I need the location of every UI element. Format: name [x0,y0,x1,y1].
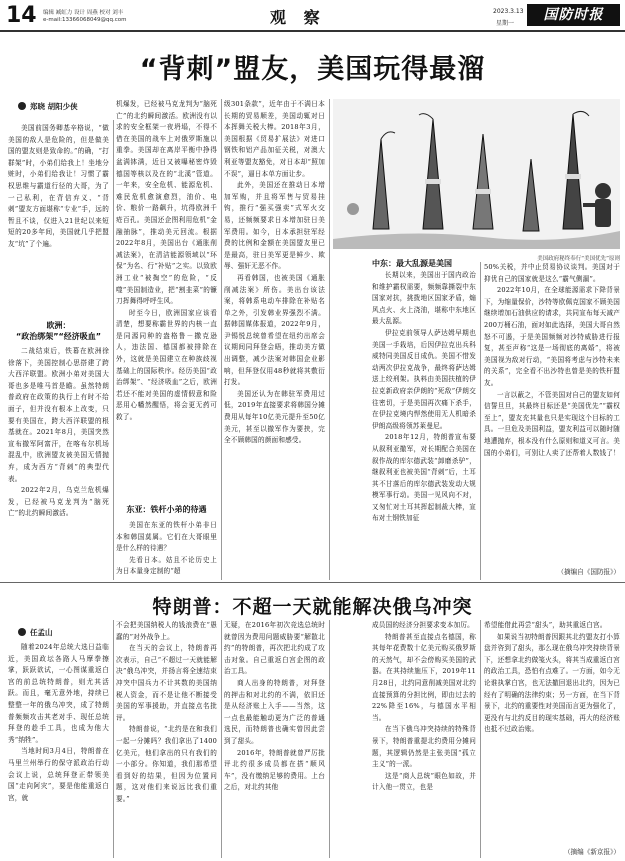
subheading-europe [8,320,109,342]
article-divider [0,582,625,583]
article1-column-4 [372,270,476,580]
article2-credit: （摘编《新京报》） [563,848,620,856]
paragraph: 当地时间3月4日，特朗普在马里兰州举行的保守派政治行动会议上说，总统拜登正带领美国“走向阿灾”，要是他能重返白宫，就 [8,747,109,802]
article1-byline: 郑晓 胡阳少侠 [30,102,78,111]
subheading-europe-line1: 欧洲： [46,321,71,330]
article2-column-2 [116,620,217,858]
paragraph: 一言以蔽之，不管美国对自己的盟友如何信誓旦旦，其最终目标还是“美国优先”“霸权至上”，盟友充其量也只是实现这个目标的工具。一旦危及美国利益，盟友利益可以随时随地遭抛弃，根本没有什么原则和道义可言。美国的小弟们，可别让人卖了还帮着人数钱了！ [484,390,620,457]
paragraph: 机爆发，已经被马克龙判为“脑死亡”的北约瞬间激活。欧洲没有以求的安全框架一夜坍塌，不得不借在美国的战车上对俄罗斯施以重拳。美国却在离岸平衡中挣得盆满钵满，近日又被曝秘密炸毁德国等核以及在的“北溪”管道。一年来，安全危机、能源危机、难民危机愈演愈烈，油价、电价、粮价一路飙升，坑得欧洲千疮百孔。美国还企图利用危机“金融抽脉”，推动美元回流。根据2022年8月，美国出台《通胀削减法案》，在清洁能源领域以“环保”为名、行“补贴”之实。以致欧洲工业“被掏空”的危险，“反噬”美国制造业，把“割韭菜”的镰刀挥舞得呼呼生风。 [116,100,217,306]
section-title: 观 察 [270,8,326,27]
article2-column-1 [8,642,109,858]
paragraph: 时至今日，欧洲国家应该看清楚，想要称霸世界的内核一直是同源同种的盎格鲁－撒克逊人，违法国、德国都被排除在外，这就是美国建立在种族歧视基础上的国际秩序。经历美国“政治绑架”、“经济吸血”之后，欧洲若还不能对美国的虚情假意和险恶用心幡然醒悟，将会更无药可救了。 [116,308,217,422]
column-divider [221,99,222,580]
paragraph: 随着2024年总统大选日益临近，美国政坛各路人马摩拳擦掌，跃跃欲试，一心图谋重返白宫的前总统特朗普，则尤其活跃。而且，毫无意外地，持续已整整一年的俄乌冲突，成了特朗普频频攻击其老对手、现任总统拜登的趁手工具，也成为他大秀“纳牲”。 [8,643,109,744]
column-divider [113,120,114,580]
paragraph: 2022年2月，乌克兰危机爆发，已经被马克龙判为“脑死亡”的北约瞬间激活。 [8,486,109,518]
column-divider [480,620,481,858]
paragraph: 在当下俄乌冲突持续的特殊背景下，特朗普重提北约费用分摊问题，其逻辑仍然是主张美国“孤立主义”的一派。 [372,725,476,769]
paragraph: 成员国的经济分担要求变本加厉。 [372,621,474,629]
paragraph: 2022年10月，在全球能源需求下降背景下，为缩量保价，沙特等欧佩克国家不顾美国继续增加石油供应的请求，共同宣布每天减产200万桶石油，面对如此选择，美国大哥自然怒不可遏，于是美国频频对沙特威胁进行报复，甚至声称“这是一场彻底的离婚”，将被美国视为敌对行动，“美国将考虑与沙特未来的关系”，完全看不出沙特也曾是美的铁杆盟友。 [484,286,620,387]
paragraph: 不会把美国纳税人的钱浪费在“愚蠢的”对外战争上。 [116,621,217,641]
paragraph: 无疑，在2016年初次竞选总统时就曾因为费用问题威胁要“解散北约”的特朗普，再次把北约成了攻击对象。自己重返白宫企图的政治工具。 [224,621,325,676]
article2-byline: 任孟山 [30,628,53,637]
header-rule [0,30,625,32]
paragraph: 二战结束后，铁幕在欧洲徐徐落下，美国控制心思搭建了跨大西洋联盟。欧洲小弟对美国大哥也多是唯马首是瞻。虽然特朗普政府在政策的执行上有时不给面子，但并没有根本上改变，只要有美国在，跨大西洋联盟的根基就在。2021年8月，美国突然宣布撤军阿富汗，在喀布尔机场混乱中，欧洲盟友被美国无情抛弃，成为西方“背刺”的典型代表。 [8,347,109,483]
illustration [333,99,620,249]
email-line: e-mail:13366068049@qq.com [43,17,127,23]
column-divider [329,620,330,858]
editor-line: 编辑 臧虹力 设计 周燕 校对 刘丰 [43,10,124,16]
page-number: 14 [6,3,37,28]
paragraph: 级301条款”，近年由于不满日本长期的贸易顺差，美国动辄对日本挥舞关税大棒。2018年3月，美国根据《贸易扩展法》对进口钢铁和铝产品加征关税，对澳大利亚等盟友豁免，对日本却“照加不误”，逼日本单方面让步。 [224,100,325,178]
image-caption: 美国政府秘终奉行“美国优先”原则 [537,256,620,262]
subheading-europe-line2: “政治绑架”“经济吸血” [15,332,102,341]
paragraph: 商人出身的特朗普，对拜登的押击和对北约的不满，依旧还是从经济账上入手——当然，这一点也最能触动更为广泛的普通选民，而特朗普也确实曾因此尝到了甜头。 [224,678,325,745]
byline-icon [18,102,26,110]
paragraph: 这是“商人总统”眼色如故，并计入他一贯立，也是 [372,771,476,792]
paragraph: 伊拉克前领导人萨达姆早期也美国一手栽培，后因伊拉克出兵科威特同美国反目成仇。美国不惜发动两次伊拉克战争，最终将萨达姆送上绞刑架。执料由美国扶植的伊拉克新政府亲伊朗的“死敌”伊朗交往密切，于是美国再次痛下杀手，在伊拉克境内悍然使用无人机暗杀伊朗高级将领苏莱曼尼。 [372,328,476,430]
paragraph: 在当天的会议上，特朗普再次表示，自己“不超过一天就能解决”俄乌冲突，并扬言将全速结束冲突中国兵力不计其数的美国纳税人资金，而不是让他不断接受美国的军事援助，并直接点名批评。 [116,644,217,722]
paragraph: 50%关税，并中止贸易协议谈判。美国对于抑优自己的国家就是这么“霸气侧漏”。 [484,263,620,283]
paragraph: 长期以来，美国出于国内政治和维护霸权需要，频频靠撕裂中东国家对抗，挑拨地区国家矛盾，煽风点火、火上浇油，堪称中东地区最大乱源。 [372,271,476,326]
paragraph: 特朗普甚至直接点名德国，称其每年花费数十亿美元购买俄罗斯的天然气，却不会傍购买美国的武器。在其持续施压下，2019年11月28日，北约同意削减美国对北约直接预算的分担比例，即由过去的22%降至16%，与德国水平相当。 [372,632,476,722]
paragraph: 再看韩国，也被美国《通胀削减法案》所伤。美出台该法案，将韩系电动车排除在补贴名单之外，引发韩业界强烈不满。据韩国媒体报道，2022年9月，尹锡悦总统曾希望在纽约出席会议期间同拜登会晤，推动美方做出调整，减少法案对韩国企业影响，但拜登仅用48秒就将其敷衍打发。 [224,273,325,387]
article1-column-3 [224,99,325,580]
paragraph: 美国在东亚的铁杆小弟非日本和韩国莫属。它们在大哥眼里是什么样的待遇？ [116,521,217,553]
subheading-east-asia: 东亚：铁杆小弟的待遇 [126,505,207,514]
paragraph: 2016年，特朗普就曾严厉批评北约很多成员都在搭“顺风车”，没有缴纳足够的费用。上台之后，对北约其他 [224,748,325,792]
paragraph: 如果说当初特朗普因跟其北约盟友打小算盘并咨到了甜头，那么现在俄乌冲突持续背景下，还想拿北约做笺火头，将其当成重返白宫的政治工具，恐怕有点难了。一方面，如今无论谁执掌白宫，也无法撤回退出北约，因为已经有了明确的法律约束；另一方面，在当下背景下，北约的重要性对美国而言更为强化了，更没有与北约反目的现实基础，再大的经济账也抵不过政治账。 [484,632,620,734]
subheading-middle-east: 中东：最大乱源是美国 [372,259,452,268]
byline-icon [18,628,26,636]
missile-cartoon-illustration [333,99,620,249]
masthead-logo-text: 国防时报 [543,7,604,23]
column-divider [113,620,114,858]
column-divider [221,620,222,858]
paragraph: 此外，美国还在推动日本增加军购，并且将军售与贸易挂钩，推行“强买强卖”式军火交易，还频频要求日本增加驻日美军费用。如今，日本承担驻军经费的比例和金额在美国盟友里已是最高，驻日美军更是鲜少、欺辱、强奸无恶不作。 [224,181,325,271]
paragraph: 美国前国务卿基辛格说，“做美国的敌人是危险的，但是做美国的盟友则是致命的。”的确，“打群架”时，小弟们给我上！坐地分赃时，小弟们给我让！习惯了霸权思维与霸道行径的大哥，为了一己私利，在背信弃义、“背刺”盟友方面堪称“专业”手，远的暂且不谈，仅进入21世纪以来短短的20多年间，美国就几乎把盟友“坑”了个遍。 [8,124,109,248]
article1-column-2b [116,520,217,580]
header-date: 2023.3.13 [493,8,524,15]
article1-column-5 [484,262,620,562]
article2-headline: 特朗普：不超一天就能解决俄乌冲突 [152,596,473,618]
column-divider [480,262,481,580]
paragraph: 希望能借此再尝“甜头”，助其重返白宫。 [484,621,607,629]
article2-column-4 [372,620,476,858]
header-weekday: 星期一 [496,20,515,27]
article1-column-2 [116,99,217,504]
paragraph: 美国还认为在韩驻军费用过低，2019年直接要求将韩国分摊费用从每年10亿美元提升至50亿美元，甚至以撤军作为要挟，完全不顾韩国的颜面和感受。 [224,389,325,445]
article1-column-1b [8,346,109,578]
paragraph: 特朗普说，“北约是在和我们一起一分摊吗？我们拿出了1400亿美元，他们拿出的只有我们的一小部分。你知道，我们那希望看到好的结果，但因为位置问题，这对他们来说远比我们重要。” [116,725,217,803]
article2-column-5 [484,620,620,845]
column-divider [329,99,330,580]
article2-column-3 [224,620,325,858]
paragraph: 先看日本。姑且不论历史上为日本量身定制的“超 [116,555,217,576]
masthead-logo [527,4,620,26]
article1-credit: （摘编自《国防报》） [557,568,620,576]
article1-headline: “背刺”盟友，美国玩得最溜 [139,54,486,85]
paragraph: 2018年12月，特朗普宣布要从叙利亚撤军，对长期配合美国在叙作战的库尔德武装“卸磨杀驴”，继叙利亚也被美国“背刺”后，土耳其不甘落后的库尔德武装发动大规模军事行动。美国一见风向不对，又匆忙对土耳其挥起制裁大棒，宣布对土钢铁加征 [372,433,476,523]
